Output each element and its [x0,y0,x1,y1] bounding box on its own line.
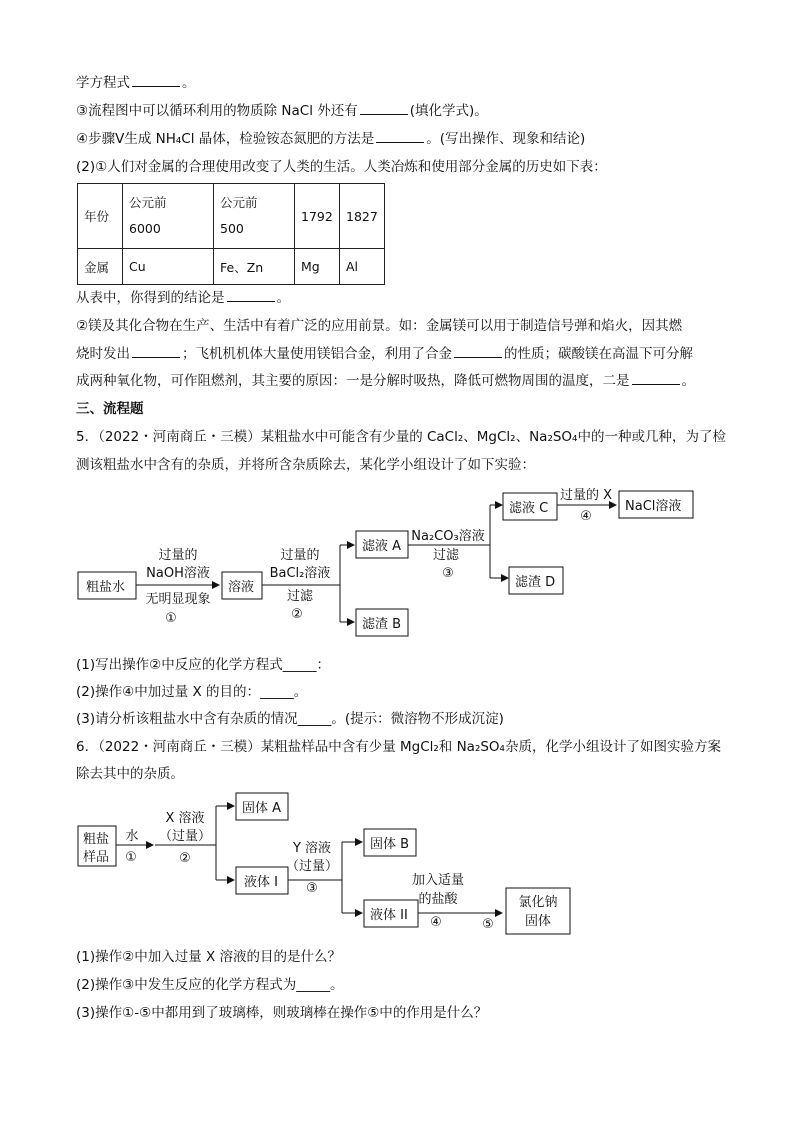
q6-sub1: (1)操作②中加入过量 X 溶液的目的是什么？ [76,949,342,965]
table-cell: 金属 [78,249,123,285]
label: 液体 II [370,908,408,923]
label: 滤渣 D [515,575,556,590]
label: 样品 [83,850,110,865]
text: ③流程图中可以循环利用的物质除 NaCl 外还有 [76,103,358,119]
label: （过量） [158,829,212,844]
label: 过量的 [280,548,320,563]
label: 过量的 X [559,488,613,503]
question-6-line1: 6．（2022・河南商丘・三模）某粗盐样品中含有少量 MgCl₂和 Na₂SO₄杂质，化学小组设计了如图实验方案 [76,739,721,755]
text: 烧时发出 [76,346,130,362]
text: ；飞机机机体大量使用镁铝合金，利用了合金 [182,346,452,362]
label: 固体 B [370,837,410,852]
text: 成两种氧化物，可作阻燃剂，其主要的原因：一是分解时吸热，降低可燃物周围的温度，二是 [76,373,630,389]
table-cell: Fe、Zn [214,249,295,285]
label: 滤渣 B [362,617,402,632]
q6-sub2: (2)操作③中发生反应的化学方程式为_____。 [76,977,344,993]
question-5-line2: 测该粗盐水中含有的杂质，并将所含杂质除去，某化学小组设计了如下实验： [76,457,535,473]
text: (2)①人们对金属的合理使用改变了人类的生活。人类冶炼和使用部分金属的历史如下表： [76,159,607,175]
question-5-line1: 5．（2022・河南商丘・三模）某粗盐水中可能含有少量的 CaCl₂、MgCl₂、Na₂SO₄中的一种或几种，为了检 [76,429,726,445]
label: ⑤ [482,917,494,932]
q6-sub3: (3)操作①-⑤中都用到了玻璃棒，则玻璃棒在操作⑤中的作用是什么？ [76,1005,488,1021]
q5-sub1: (1)写出操作②中反应的化学方程式_____： [76,657,330,673]
label: ④ [580,509,592,524]
label: 水 [125,829,139,844]
label: 固体 A [242,801,282,816]
label: 的盐酸 [418,892,458,907]
text: ②镁及其化合物在生产、生活中有着广泛的应用前景。如：金属镁可以用于制造信号弹和焰火，因其燃 [76,318,683,334]
text: 。(写出操作、现象和结论) [426,131,586,147]
q5-flowchart [78,487,693,636]
table-cell: 年份 [78,184,123,249]
label: 溶液 [228,580,255,595]
question-6-line2: 除去其中的杂质。 [76,766,184,782]
q5-sub2: (2)操作④中加过量 X 的目的：_____。 [76,684,308,700]
text: 的性质；碳酸镁在高温下可分解 [504,346,693,362]
section-heading: 三、流程题 [76,401,144,417]
label: NaOH溶液 [146,566,210,581]
label: X 溶液 [165,811,205,826]
label: 粗盐 [83,832,110,847]
label: BaCl₂溶液 [269,566,331,581]
label: ④ [430,915,442,930]
label: 液体 I [244,875,278,890]
table-cell: 1827 [340,184,385,249]
label: ① [165,611,177,626]
label: ③ [442,566,454,581]
q6-flowchart [78,793,570,934]
label: （过量） [285,859,339,874]
label: 过滤 [432,548,460,563]
text: 。 [182,75,196,91]
label: ② [179,851,191,866]
text: 。 [681,373,695,389]
text: 学方程式 [76,75,130,91]
text: (填化学式)。 [409,103,488,119]
text: 。 [276,290,290,306]
label: 过量的 [158,548,198,563]
label: 氯化钠 [518,895,558,910]
label: 固体 [524,914,552,929]
table-cell: Cu [123,249,214,285]
label: 无明显现象 [145,592,211,607]
label: 粗盐水 [86,580,126,595]
text: ④步骤Ⅴ生成 NH₄Cl 晶体，检验铵态氮肥的方法是 [76,131,375,147]
label: ③ [306,881,318,896]
cell-text: 公元前 500 [220,195,258,236]
label: 加入适量 [411,873,465,888]
label: Y 溶液 [292,841,332,856]
label: 滤液 A [362,539,402,554]
label: ② [291,607,303,622]
label: Na₂CO₃溶液 [411,529,485,544]
cell-text: 公元前 6000 [129,195,167,236]
label: 过滤 [286,589,314,604]
text: 从表中，你得到的结论是 [76,290,225,306]
table-cell: Mg [295,249,340,285]
label: NaCl溶液 [625,499,682,514]
q5-sub3: (3)请分析该粗盐水中含有杂质的情况_____。(提示：微溶物不形成沉淀) [76,711,504,727]
table-cell: 1792 [295,184,340,249]
table-cell: Al [340,249,385,285]
label: 滤液 C [509,501,549,516]
label: ① [125,850,137,865]
